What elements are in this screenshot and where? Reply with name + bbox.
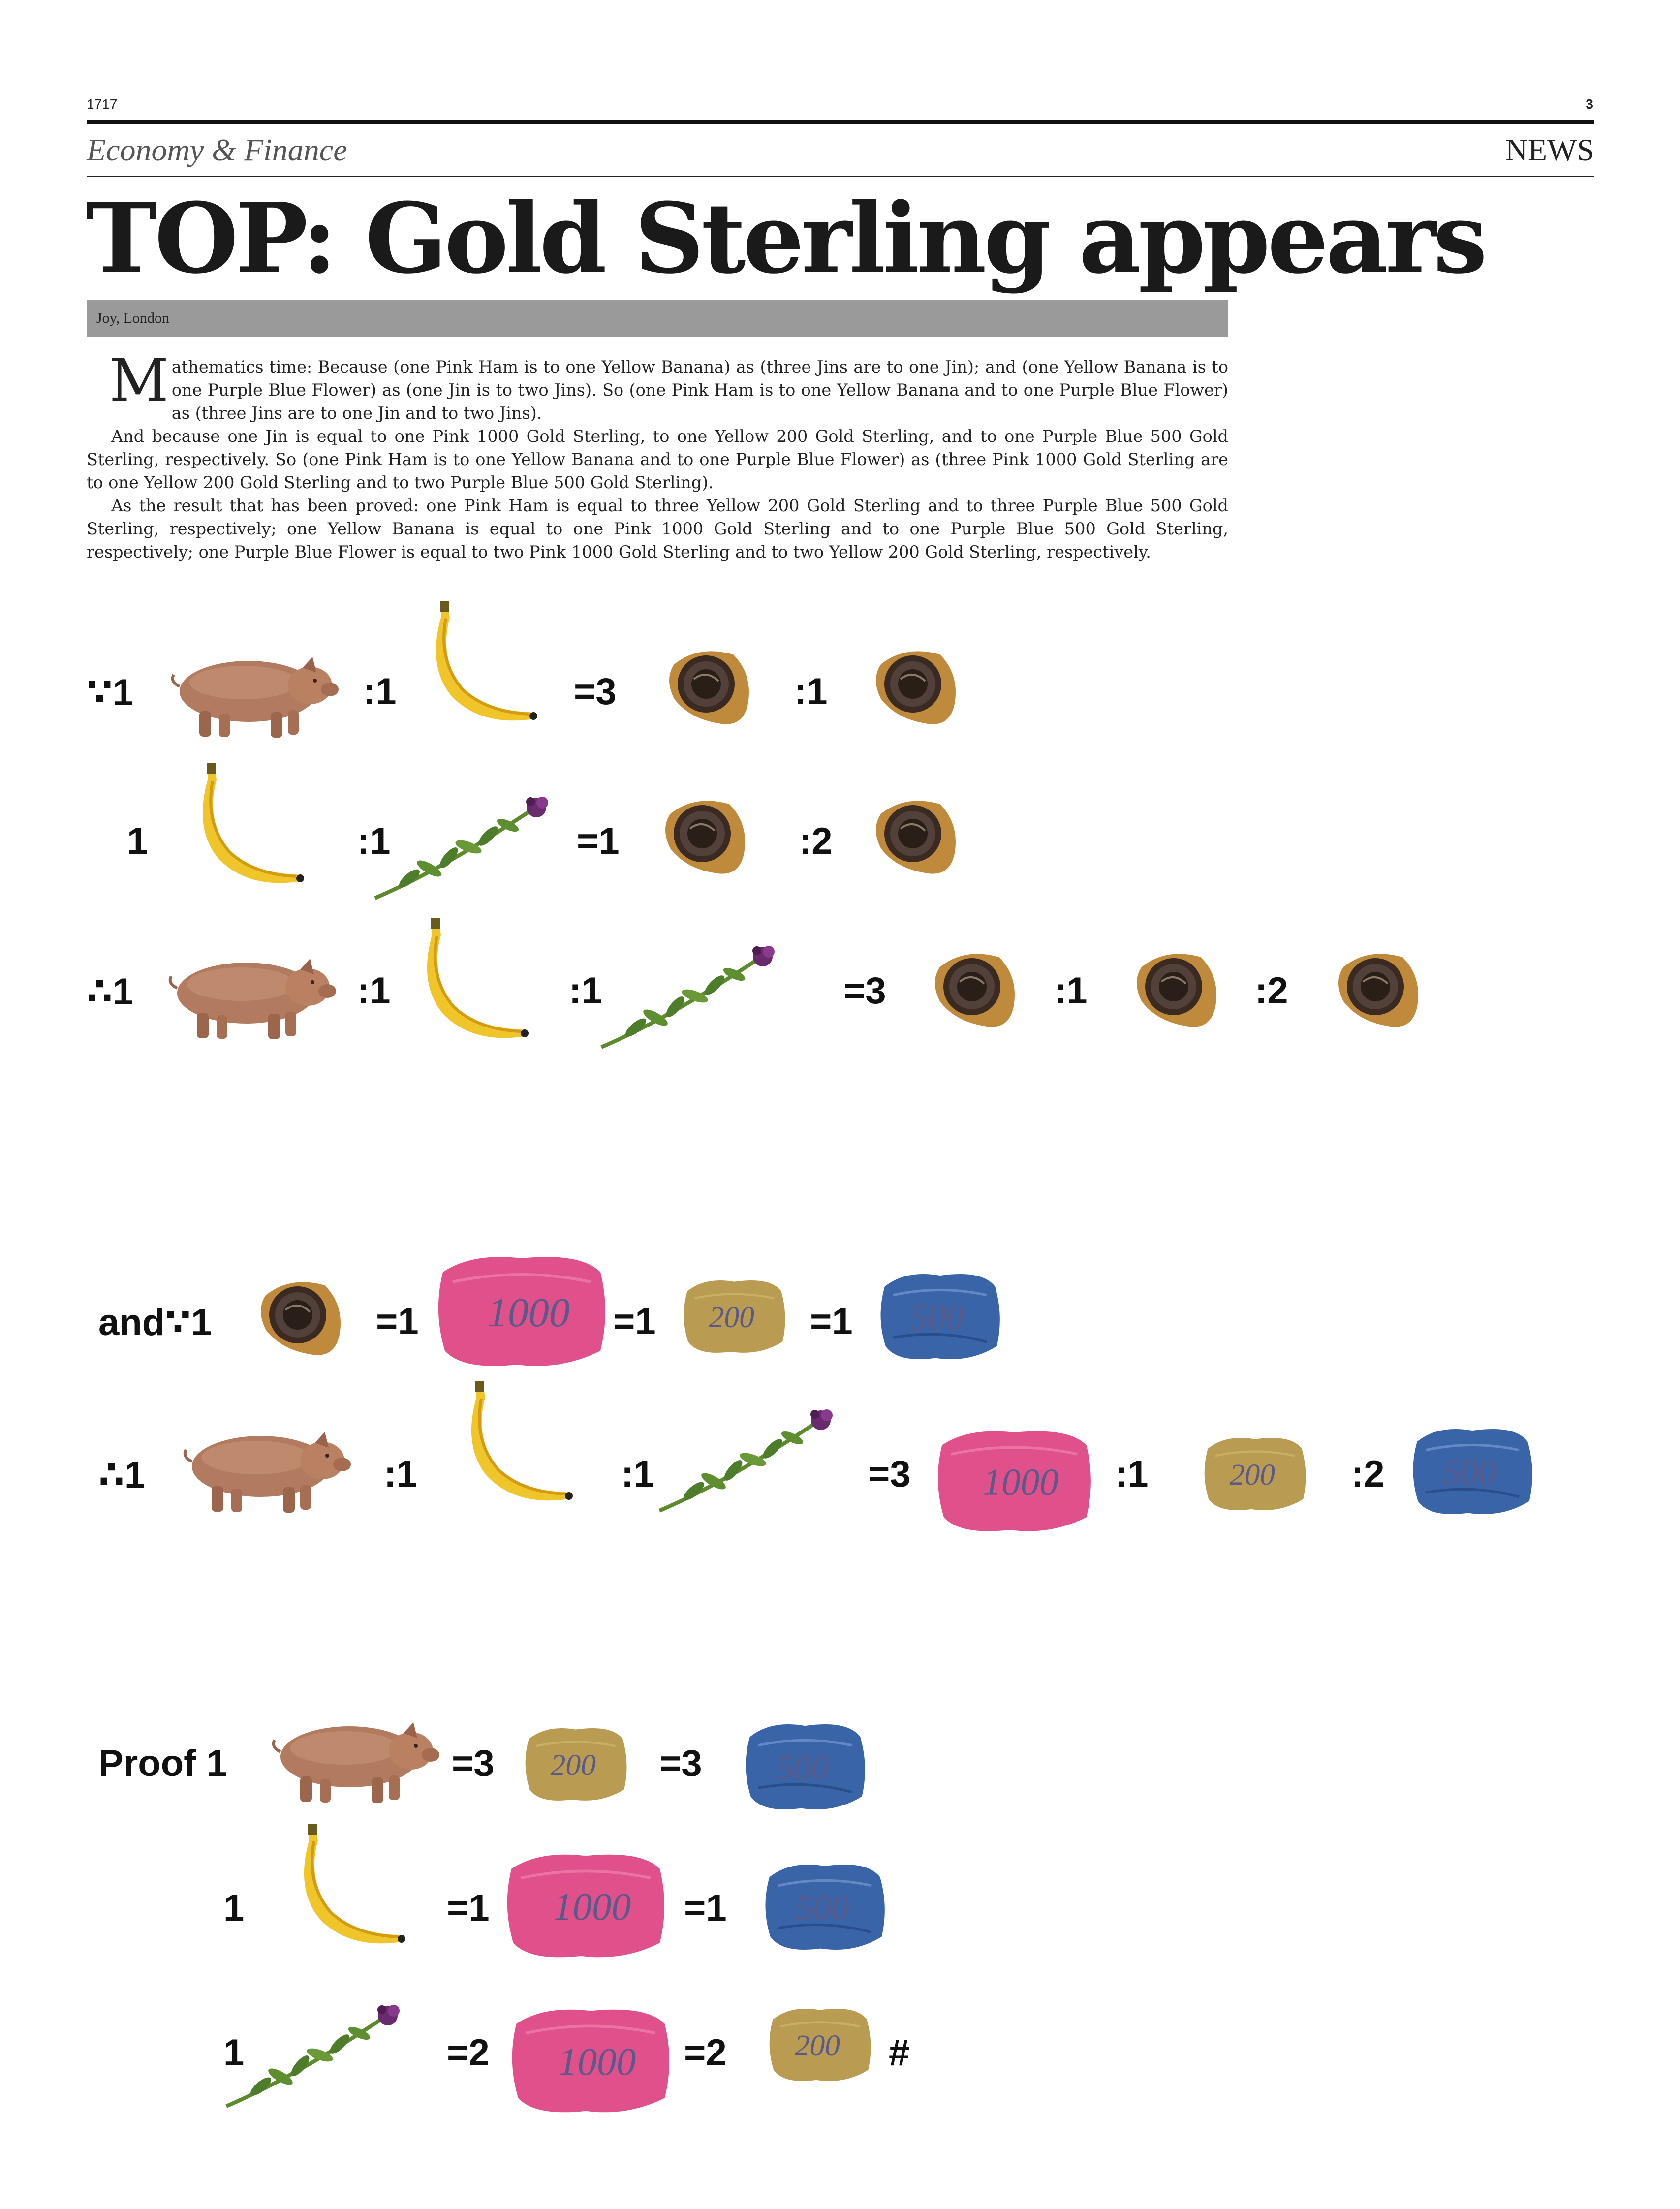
pig-icon [266, 1708, 443, 1806]
row4-term-4: =1 [810, 1301, 853, 1342]
yellow-200-note-icon [522, 1722, 630, 1806]
row4-term-3: =1 [613, 1301, 656, 1342]
proof1-term-1: Proof 1 [98, 1742, 227, 1784]
jin-coin-icon [925, 947, 1024, 1036]
banana-icon [285, 1821, 413, 1949]
row1-term-4: :1 [794, 671, 828, 713]
pig-icon [177, 1417, 354, 1516]
svg-text:1000: 1000 [553, 1886, 631, 1929]
jin-coin-icon [655, 794, 754, 883]
byline: Joy, London [96, 310, 170, 326]
jin-coin-icon [866, 794, 964, 883]
row3-term-1: ∴1 [87, 971, 134, 1013]
row2-term-3: =1 [577, 820, 620, 862]
row1-term-1: ∵1 [87, 672, 134, 714]
jin-coin-icon [251, 1276, 349, 1364]
row2-term-1: 1 [127, 820, 148, 862]
paragraph-1: Mathematics time: Because (one Pink Ham is to one Yellow Banana) as (three Jins are to one Jin); and (one Yellow Banana is to one Purple Blue Flower) as (one Jin is to two Jins). So (one Pink Ham is to one Yellow Banana and to one Purple Blue Flower) as (three Jins are to one Jin and to two Jins). [109, 346, 1228, 423]
dropcap: M [109, 346, 169, 414]
row4-term-1: and∵1 [98, 1302, 212, 1343]
flower-icon [221, 2003, 408, 2111]
row2-term-2: :1 [357, 820, 391, 862]
news-label: NEWS [1505, 132, 1594, 167]
svg-text:200: 200 [794, 2029, 840, 2062]
qed-mark: # [889, 2032, 910, 2074]
banana-icon [408, 915, 536, 1043]
row5-term-4: =3 [868, 1453, 911, 1495]
proof3-term-3: =2 [684, 2032, 727, 2074]
flower-icon [654, 1407, 841, 1516]
proof2-term-1: 1 [223, 1887, 245, 1929]
svg-text:1000: 1000 [487, 1290, 570, 1336]
blue-500-note-icon [761, 1860, 889, 1954]
proof3-term-1: 1 [223, 2032, 245, 2074]
banana-icon [417, 598, 545, 726]
svg-text:1000: 1000 [982, 1461, 1058, 1503]
row3-term-4: =3 [843, 970, 886, 1012]
jin-coin-icon [1127, 947, 1225, 1036]
blue-500-note-icon [741, 1720, 869, 1813]
row4-term-2: =1 [376, 1301, 419, 1342]
pink-1000-note-icon [502, 1850, 669, 1961]
header-rule [87, 120, 1594, 124]
proof3-term-2: =2 [447, 2032, 490, 2074]
section-title: Economy & Finance [87, 132, 347, 167]
jin-coin-icon [659, 645, 758, 733]
banana-icon [453, 1378, 581, 1506]
row1-term-3: =3 [574, 671, 617, 713]
pink-1000-note-icon [507, 2005, 674, 2116]
row1-term-2: :1 [363, 671, 397, 713]
proof1-term-2: =3 [452, 1742, 495, 1784]
pink-1000-note-icon [933, 1427, 1095, 1535]
paragraph-2: And because one Jin is equal to one Pink 1000 Gold Sterling, to one Yellow 200 Gold Sterling, and to one Purple Blue 500 Gold Sterling, respectively. So (one Pink Ham is to one Yellow Banana and to one Purple Blue Flower) as (three Pink 1000 Gold Sterling are to one Yellow 200 Gold Sterling and to two Purple Blue 500 Gold Sterling). [87, 427, 1228, 492]
row5-term-3: :1 [621, 1453, 654, 1495]
proof2-term-3: =1 [684, 1887, 727, 1929]
banana-icon [184, 760, 312, 888]
row5-term-6: :2 [1351, 1453, 1385, 1495]
row3-term-5: :1 [1054, 970, 1088, 1012]
pig-icon [165, 642, 342, 741]
paragraph-3: As the result that has been proved: one Pink Ham is equal to three Yellow 200 Gold Sterling and to three Purple Blue 500 Gold Sterling, respectively; one Yellow Banana is equal to one Pink 1000 Gold Sterling and to one Purple Blue 500 Gold Sterling, respectively; one Purple Blue Flower is equal to two Pink 1000 Gold Sterling and to two Yellow 200 Gold Sterling, respectively. [87, 496, 1228, 561]
pink-1000-note-icon [433, 1252, 610, 1370]
svg-text:200: 200 [709, 1301, 755, 1334]
article-body [87, 346, 1228, 563]
proof2-term-2: =1 [447, 1887, 490, 1929]
svg-text:500: 500 [1442, 1452, 1496, 1492]
blue-500-note-icon [876, 1270, 1004, 1363]
jin-coin-icon [866, 645, 964, 733]
svg-text:1000: 1000 [558, 2041, 636, 2084]
row3-term-3: :1 [569, 970, 602, 1012]
byline-bar [87, 300, 1228, 337]
row2-term-4: :2 [799, 820, 833, 862]
blue-500-note-icon [1408, 1425, 1536, 1518]
row3-term-6: :2 [1255, 970, 1288, 1012]
pig-icon [162, 944, 340, 1042]
row5-term-2: :1 [384, 1453, 417, 1495]
svg-text:200: 200 [1229, 1458, 1276, 1492]
svg-text:500: 500 [795, 1887, 849, 1928]
page-number: 3 [1586, 96, 1593, 112]
svg-text:200: 200 [550, 1748, 596, 1782]
section-rule [87, 176, 1594, 177]
svg-text:500: 500 [775, 1747, 829, 1787]
yellow-200-note-icon [1201, 1432, 1309, 1516]
headline: TOP: Gold Sterling appears [86, 182, 1485, 295]
row5-term-1: ∴1 [98, 1454, 146, 1496]
flower-icon [596, 944, 783, 1052]
flower-icon [370, 795, 557, 903]
row5-term-5: :1 [1115, 1453, 1149, 1495]
yellow-200-note-icon [766, 2003, 874, 2086]
proof1-term-3: =3 [659, 1742, 702, 1784]
jin-coin-icon [1329, 947, 1427, 1036]
row3-term-2: :1 [357, 970, 391, 1012]
yellow-200-note-icon [680, 1275, 788, 1358]
svg-text:500: 500 [910, 1297, 964, 1337]
issue-number: 1717 [87, 96, 118, 112]
